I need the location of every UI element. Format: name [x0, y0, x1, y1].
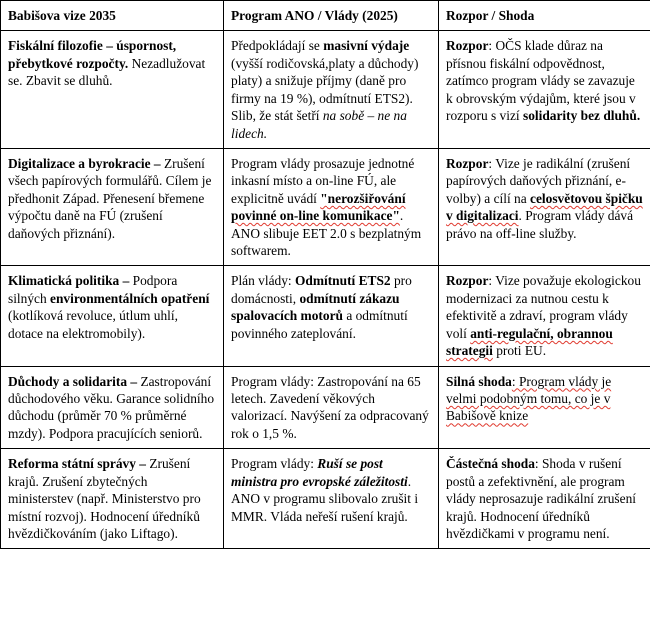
program-text-rest: . ANO v programu slibovalo zrušit i MMR. Vláda neřeší rušení krajů.	[231, 473, 419, 524]
topic-text: Podpora silných	[8, 273, 178, 306]
table-row	[1, 266, 650, 366]
verdict-emphasis: solidarity bez dluhů.	[522, 108, 641, 124]
cell-program	[224, 366, 439, 449]
verdict-emphasis: celosvětovou špičku v digitalizaci	[446, 190, 643, 224]
verdict-label: Silná shoda	[446, 373, 512, 389]
cell-vision	[1, 148, 224, 266]
program-emphasis-1: Odmítnutí ETS2	[294, 273, 391, 289]
topic-text: Zrušení krajů. Zrušení zbytečných ministerstev (např. Ministerstvo pro místní rozvoj). Hodnocení úředníků hvězdičkováním (jako Liftago).	[8, 456, 201, 541]
verdict-text: : Vize považuje ekologickou modernizaci za nutnou cestu k efektivitě a zdraví, program vlády volí	[446, 273, 641, 341]
program-emphasis: Ruší se post ministra pro evropské záležitosti	[231, 456, 408, 489]
topic-dash: –	[150, 155, 164, 171]
topic-label: Klimatická politika	[8, 273, 120, 289]
column-header-vision: Babišova vize 2035	[1, 1, 224, 31]
topic-text: Nezadlužovat se. Zbavit se dluhů.	[8, 55, 206, 89]
topic-dash: –	[102, 38, 117, 54]
verdict-label: Rozpor	[446, 273, 489, 289]
topic-text-rest: (kotlíková revoluce, útlum uhlí, dotace na elektromobily).	[8, 308, 178, 341]
program-text-start: Předpokládají se	[231, 38, 324, 54]
program-text-start: Plán vlády:	[231, 273, 295, 289]
table-row	[1, 31, 650, 149]
program-text: Program vlády: Zastropování na 65 letech. Zavedení věkových valorizací. Navýšení za odpracovaný rok o 1,5 %.	[231, 373, 429, 441]
topic-dash: –	[127, 373, 141, 389]
verdict-text: : Vize je radikální (zrušení papírových daňových přiznání, e-volby) a cílí na	[446, 155, 631, 206]
table-row	[1, 148, 650, 266]
cell-program	[224, 449, 439, 549]
program-text-rest: (vyšší rodičovská,platy a důchody) platy) a snižuje příjmy (daně pro firmy na 19 %), odmítnutí ETS2). Slib, že stát šetří	[231, 55, 419, 124]
topic-label: Důchody a solidarita	[8, 373, 128, 389]
column-header-program: Program ANO / Vlády (2025)	[224, 1, 439, 31]
column-header-verdict: Rozpor / Shoda	[439, 1, 650, 31]
topic-bold-rest: úspornost, přebytkové rozpočty.	[8, 38, 177, 71]
verdict-text-rest: . Program vlády dává právo na off-line služby.	[446, 208, 634, 241]
cell-vision	[1, 266, 224, 366]
verdict-text: : OČS klade důraz na přísnou fiskální odpovědnost, zatímco program vlády se zavazuje k obrovským výdajům, které jsou v rozporu s vizí	[446, 38, 636, 124]
program-quote: na sobě – ne na lidech.	[231, 108, 407, 141]
cell-verdict	[439, 366, 650, 449]
cell-verdict	[439, 449, 650, 549]
cell-vision	[1, 449, 224, 549]
topic-emphasis: environmentálních opatření	[50, 290, 210, 306]
verdict-text: : Shoda v rušení postů a zefektivnění, ale program vlády neprosazuje radikální zrušení krajů. Hodnocení úředníků hvězdičkami v programu není.	[446, 456, 636, 541]
verdict-label: Rozpor	[446, 38, 489, 54]
topic-dash: –	[119, 273, 133, 289]
verdict-text-rest: proti EU.	[492, 343, 547, 359]
topic-text: Zrušení všech papírových formulářů. Cílem je předhonit Západ. Přenesení břemene výpočtu daně na FÚ (zrušení daňových přiznání).	[8, 155, 212, 241]
verdict-text: : Program vlády je velmi podobným tomu, co je v Babišově knize	[446, 373, 612, 424]
program-text-mid: pro domácnosti,	[231, 273, 412, 306]
cell-program	[224, 266, 439, 366]
table-row	[1, 449, 650, 549]
program-emphasis-2: odmítnutí zákazu spalovacích motorů	[231, 290, 400, 324]
table-header-row	[1, 1, 650, 31]
cell-verdict	[439, 31, 650, 149]
topic-label: Fiskální filozofie	[8, 38, 103, 54]
cell-verdict	[439, 266, 650, 366]
topic-label: Reforma státní správy	[8, 456, 136, 472]
cell-vision	[1, 31, 224, 149]
cell-vision	[1, 366, 224, 449]
table-row	[1, 366, 650, 449]
cell-program	[224, 31, 439, 149]
topic-dash: –	[135, 456, 150, 472]
cell-verdict	[439, 148, 650, 266]
verdict-label: Rozpor	[446, 155, 489, 171]
topic-label: Digitalizace a byrokracie	[8, 155, 151, 171]
program-quote: "nerozšiřování povinné on-line komunikace"	[231, 190, 406, 224]
cell-program	[224, 148, 439, 266]
verdict-label: Částečná shoda	[446, 456, 535, 472]
program-text-rest: . ANO slibuje EET 2.0 s bezplatným softwarem.	[231, 208, 422, 259]
table-header	[1, 1, 650, 31]
table-body	[1, 31, 650, 549]
program-text-start: Program vlády prosazuje jednotné inkasní místo a on-line FÚ, ale explicitně uvádí	[231, 155, 415, 206]
program-text-rest: a odmítnutí povinného zateplování.	[231, 308, 408, 341]
verdict-emphasis: anti-regulační, obrannou strategii	[446, 325, 613, 359]
program-emphasis: masivní výdaje	[323, 38, 410, 54]
program-text-start: Program vlády:	[231, 456, 318, 472]
topic-text: Zastropování důchodového věku. Garance solidního důchodu (průměr 70 % průměrné mzdy). Podpora pracujících seniorů.	[8, 373, 215, 441]
